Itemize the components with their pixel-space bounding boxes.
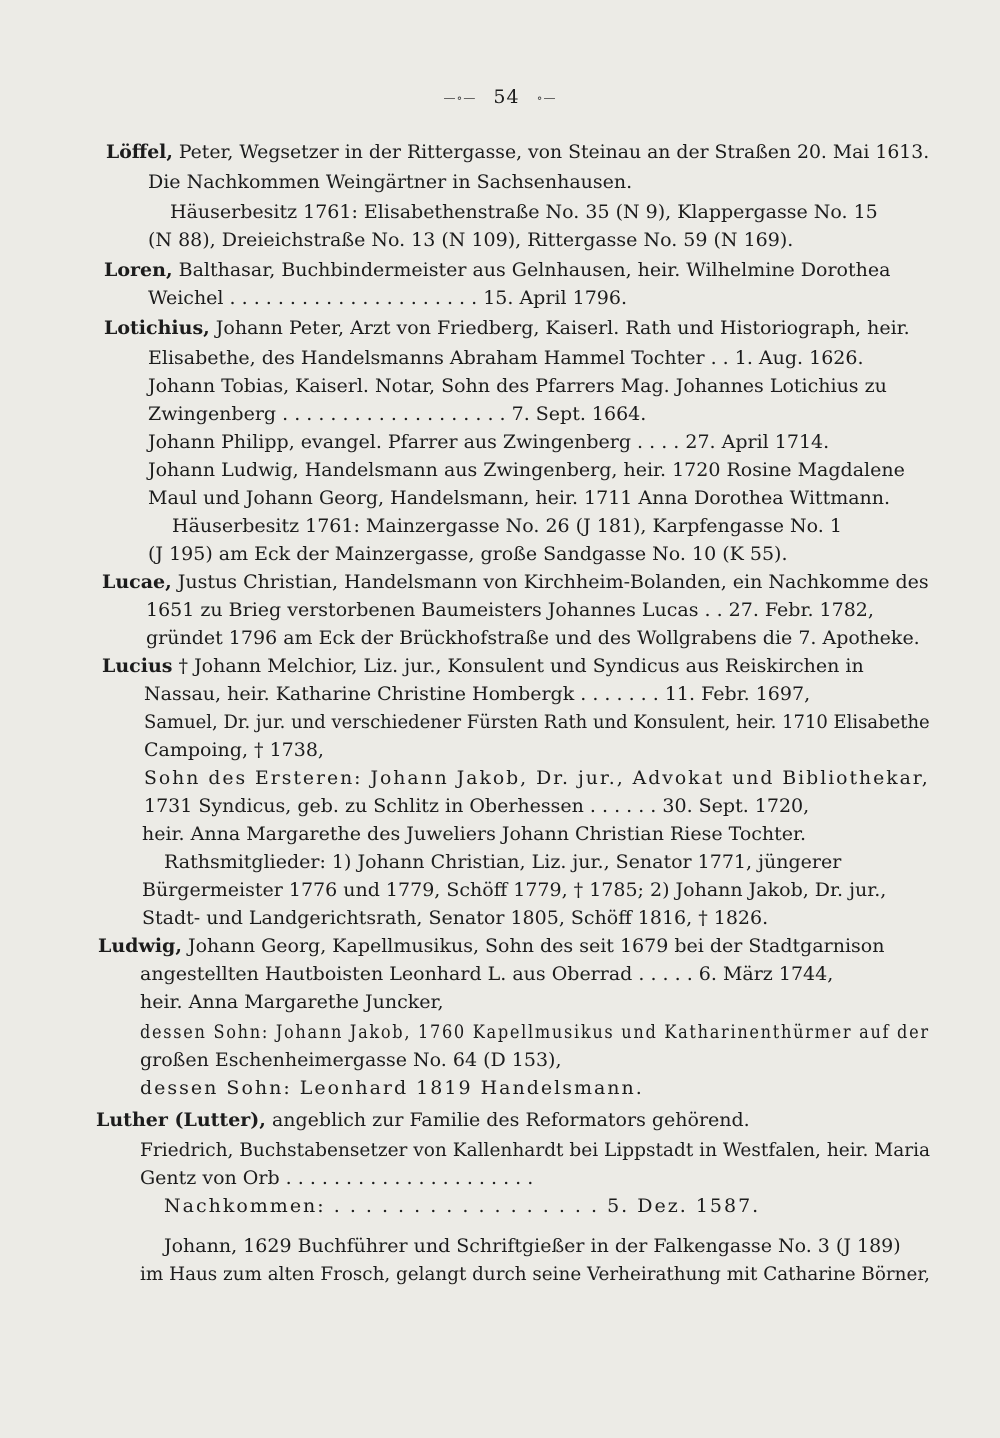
line-text: Justus Christian, Handelsmann von Kirchheim-Bolanden, ein Nachkomme des (171, 571, 929, 593)
page-number: 54 (493, 86, 520, 108)
text-line (96, 1108, 750, 1132)
text-line: Campoing, † 1738, (144, 739, 324, 761)
text-line (104, 258, 890, 282)
entry-heading: Löffel, (106, 141, 173, 163)
text-line: Bürgermeister 1776 und 1779, Schöff 1779, † 1785; 2) Johann Jakob, Dr. jur., (142, 879, 887, 901)
text-line: Johann Philipp, evangel. Pfarrer aus Zwingenberg . . . . 27. April 1714. (148, 431, 830, 453)
text-line: Elisabethe, des Handelsmanns Abraham Hammel Tochter . . 1. Aug. 1626. (148, 347, 864, 369)
line-text: angeblich zur Familie des Reformators gehörend. (265, 1109, 750, 1131)
text-line: angestellten Hautboisten Leonhard L. aus Oberrad . . . . . 6. März 1744, (140, 963, 834, 985)
text-line (106, 140, 929, 164)
entry-heading: Loren, (104, 259, 173, 281)
text-line: im Haus zum alten Frosch, gelangt durch seine Verheirathung mit Catharine Börner, (140, 1263, 930, 1285)
text-line (104, 316, 910, 340)
text-line: Maul und Johann Georg, Handelsmann, heir. 1711 Anna Dorothea Wittmann. (148, 487, 891, 509)
header-ornament-right: ∘— (536, 91, 557, 105)
text-line: Nassau, heir. Katharine Christine Hombergk . . . . . . . 11. Febr. 1697, (144, 683, 811, 705)
line-text: Balthasar, Buchbindermeister aus Gelnhausen, heir. Wilhelmine Dorothea (172, 259, 891, 281)
text-line: heir. Anna Margarethe des Juweliers Johann Christian Riese Tochter. (142, 823, 807, 845)
line-text: Johann Georg, Kapellmusikus, Sohn des seit 1679 bei der Stadtgarnison (181, 935, 885, 957)
entry-heading: Luther (Lutter), (96, 1109, 266, 1131)
text-line: (N 88), Dreieichstraße No. 13 (N 109), Rittergasse No. 59 (N 169). (148, 229, 794, 251)
text-line: großen Eschenheimergasse No. 64 (D 153), (140, 1049, 562, 1071)
text-line: Stadt- und Landgerichtsrath, Senator 1805, Schöff 1816, † 1826. (142, 907, 769, 929)
entry-heading: Lucae, (102, 571, 172, 593)
line-text: Peter, Wegsetzer in der Rittergasse, von Steinau an der Straßen 20. Mai 1613. (172, 141, 930, 163)
text-line: Gentz von Orb . . . . . . . . . . . . . . . . . . . . . (140, 1167, 534, 1189)
text-line: Die Nachkommen Weingärtner in Sachsenhausen. (148, 171, 633, 193)
text-line: Häuserbesitz 1761: Mainzergasse No. 26 (J 181), Karpfengasse No. 1 (172, 515, 842, 537)
entry-heading: Ludwig, (98, 935, 182, 957)
text-line: dessen Sohn: Leonhard 1819 Handelsmann. (140, 1077, 644, 1099)
text-line: Zwingenberg . . . . . . . . . . . . . . . . . . . 7. Sept. 1664. (148, 403, 647, 425)
text-line: Johann, 1629 Buchführer und Schriftgießer in der Falkengasse No. 3 (J 189) (164, 1235, 901, 1257)
text-line (102, 654, 864, 678)
text-line: heir. Anna Margarethe Juncker, (140, 991, 444, 1013)
text-line: Friedrich, Buchstabensetzer von Kallenhardt bei Lippstadt in Westfalen, heir. Maria (140, 1139, 931, 1161)
text-line: Häuserbesitz 1761: Elisabethenstraße No. 35 (N 9), Klappergasse No. 15 (170, 201, 878, 223)
text-line: dessen Sohn: Johann Jakob, 1760 Kapellmusikus und Katharinenthürmer auf der (140, 1021, 930, 1043)
header-ornament-left: —∘— (443, 91, 477, 105)
entry-heading: Lucius (102, 655, 173, 677)
entry-heading: Lotichius, (104, 317, 210, 339)
text-line: Sohn des Ersteren: Johann Jakob, Dr. jur., Advokat und Bibliothekar, (144, 767, 930, 789)
text-line: Weichel . . . . . . . . . . . . . . . . . . . . . 15. April 1796. (148, 287, 628, 309)
text-line: Nachkommen: . . . . . . . . . . . . . . . . . 5. Dez. 1587. (164, 1195, 761, 1217)
text-line: 1731 Syndicus, geb. zu Schlitz in Oberhessen . . . . . . 30. Sept. 1720, (144, 795, 810, 817)
text-line: Rathsmitglieder: 1) Johann Christian, Liz. jur., Senator 1771, jüngerer (164, 851, 842, 873)
line-text: † Johann Melchior, Liz. jur., Konsulent und Syndicus aus Reiskirchen in (172, 655, 864, 677)
text-line (102, 570, 929, 594)
text-line: Johann Tobias, Kaiserl. Notar, Sohn des Pfarrers Mag. Johannes Lotichius zu (148, 375, 887, 397)
text-line: 1651 zu Brieg verstorbenen Baumeisters Johannes Lucas . . 27. Febr. 1782, (146, 599, 874, 621)
text-line: Johann Ludwig, Handelsmann aus Zwingenberg, heir. 1720 Rosine Magdalene (148, 459, 905, 481)
text-line: gründet 1796 am Eck der Brückhofstraße und des Wollgrabens die 7. Apotheke. (146, 627, 920, 649)
text-line: Samuel, Dr. jur. und verschiedener Fürsten Rath und Konsulent, heir. 1710 Elisabethe (144, 711, 930, 733)
text-line (98, 934, 884, 958)
line-text: Johann Peter, Arzt von Friedberg, Kaiserl. Rath und Historiograph, heir. (209, 317, 910, 339)
text-line: (J 195) am Eck der Mainzergasse, große Sandgasse No. 10 (K 55). (148, 543, 788, 565)
